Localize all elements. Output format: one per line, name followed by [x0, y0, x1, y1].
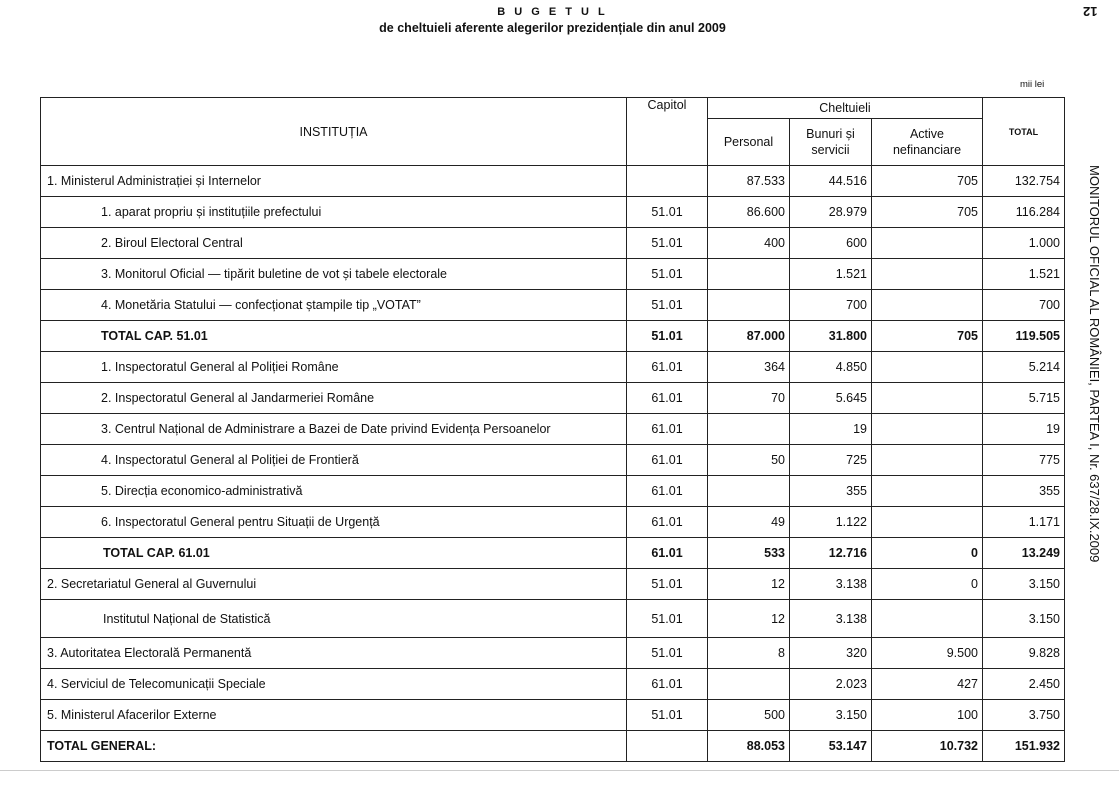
row-total: 1.000: [983, 228, 1065, 259]
row-institution: 4. Inspectoratul General al Poliției de Frontieră: [41, 445, 627, 476]
row-total: 1.521: [983, 259, 1065, 290]
row-personnel: 364: [708, 352, 790, 383]
header-goods-services: Bunuri și servicii: [790, 119, 872, 166]
row-assets: [872, 352, 983, 383]
row-goods: 53.147: [790, 731, 872, 762]
row-goods: 5.645: [790, 383, 872, 414]
row-assets: 705: [872, 321, 983, 352]
row-total: 5.715: [983, 383, 1065, 414]
row-chapter: 61.01: [627, 414, 708, 445]
row-total: 355: [983, 476, 1065, 507]
row-institution: TOTAL CAP. 61.01: [41, 538, 627, 569]
row-personnel: [708, 669, 790, 700]
row-assets: 705: [872, 166, 983, 197]
row-goods: 600: [790, 228, 872, 259]
row-assets: [872, 600, 983, 638]
row-chapter: 51.01: [627, 197, 708, 228]
table-row: [41, 259, 1065, 290]
table-row: [41, 383, 1065, 414]
row-institution: 4. Monetăria Statului — confecționat ștampile tip „VOTAT”: [41, 290, 627, 321]
table-row: [41, 638, 1065, 669]
row-assets: [872, 383, 983, 414]
row-assets: 705: [872, 197, 983, 228]
row-institution: TOTAL GENERAL:: [41, 731, 627, 762]
row-institution: 5. Direcția economico-administrativă: [41, 476, 627, 507]
row-chapter: 61.01: [627, 669, 708, 700]
row-personnel: [708, 476, 790, 507]
row-goods: 12.716: [790, 538, 872, 569]
row-institution: 5. Ministerul Afacerilor Externe: [41, 700, 627, 731]
budget-table: [40, 97, 1065, 762]
header-total: TOTAL: [983, 98, 1065, 166]
table-row: [41, 569, 1065, 600]
grand-total-row: [41, 731, 1065, 762]
row-assets: 100: [872, 700, 983, 731]
row-chapter: 51.01: [627, 228, 708, 259]
row-chapter: 51.01: [627, 700, 708, 731]
header-personnel: Personal: [708, 119, 790, 166]
row-total: 9.828: [983, 638, 1065, 669]
header-institution: INSTITUȚIA: [41, 98, 627, 166]
row-assets: 0: [872, 538, 983, 569]
subtotal-row: [41, 538, 1065, 569]
row-chapter: 51.01: [627, 569, 708, 600]
row-total: 1.171: [983, 507, 1065, 538]
row-institution: Institutul Național de Statistică: [41, 600, 627, 638]
row-personnel: 87.000: [708, 321, 790, 352]
row-assets: [872, 228, 983, 259]
row-chapter: 61.01: [627, 352, 708, 383]
table-row: [41, 290, 1065, 321]
header-chapter: Capitol: [627, 98, 708, 166]
row-total: 700: [983, 290, 1065, 321]
row-goods: 1.521: [790, 259, 872, 290]
table-row: [41, 414, 1065, 445]
row-goods: 2.023: [790, 669, 872, 700]
row-chapter: 61.01: [627, 507, 708, 538]
row-personnel: 87.533: [708, 166, 790, 197]
row-total: 132.754: [983, 166, 1065, 197]
row-assets: 427: [872, 669, 983, 700]
table-row: [41, 197, 1065, 228]
row-institution: 3. Monitorul Oficial — tipărit buletine de vot și tabele electorale: [41, 259, 627, 290]
row-personnel: 12: [708, 600, 790, 638]
row-total: 5.214: [983, 352, 1065, 383]
row-chapter: [627, 731, 708, 762]
row-chapter: 51.01: [627, 638, 708, 669]
row-assets: [872, 259, 983, 290]
row-chapter: 51.01: [627, 290, 708, 321]
page-number: 12: [1083, 4, 1098, 19]
row-personnel: 533: [708, 538, 790, 569]
row-institution: 2. Secretariatul General al Guvernului: [41, 569, 627, 600]
row-goods: 1.122: [790, 507, 872, 538]
row-total: 19: [983, 414, 1065, 445]
row-assets: 0: [872, 569, 983, 600]
header-nonfinancial-assets: Active nefinanciare: [872, 119, 983, 166]
row-institution: TOTAL CAP. 51.01: [41, 321, 627, 352]
table-row: [41, 166, 1065, 197]
row-institution: 1. Ministerul Administrației și Internelor: [41, 166, 627, 197]
row-personnel: 86.600: [708, 197, 790, 228]
row-goods: 700: [790, 290, 872, 321]
header-expenses: Cheltuieli: [708, 98, 983, 119]
row-total: 3.750: [983, 700, 1065, 731]
row-institution: 2. Biroul Electoral Central: [41, 228, 627, 259]
row-institution: 4. Serviciul de Telecomunicații Speciale: [41, 669, 627, 700]
row-chapter: [627, 166, 708, 197]
table-row: [41, 507, 1065, 538]
row-institution: 3. Autoritatea Electorală Permanentă: [41, 638, 627, 669]
table-row: [41, 228, 1065, 259]
table-row: [41, 445, 1065, 476]
row-goods: 320: [790, 638, 872, 669]
row-chapter: 51.01: [627, 321, 708, 352]
row-institution: 1. aparat propriu și instituțiile prefectului: [41, 197, 627, 228]
row-personnel: [708, 414, 790, 445]
document-subtitle: de cheltuieli aferente alegerilor prezidențiale din anul 2009: [379, 21, 726, 35]
row-goods: 3.138: [790, 600, 872, 638]
table-row: [41, 600, 1065, 638]
row-total: 13.249: [983, 538, 1065, 569]
row-goods: 725: [790, 445, 872, 476]
row-assets: 9.500: [872, 638, 983, 669]
row-assets: [872, 290, 983, 321]
row-goods: 44.516: [790, 166, 872, 197]
row-chapter: 61.01: [627, 538, 708, 569]
row-personnel: 49: [708, 507, 790, 538]
subtotal-row: [41, 321, 1065, 352]
row-personnel: 50: [708, 445, 790, 476]
row-total: 116.284: [983, 197, 1065, 228]
row-total: 119.505: [983, 321, 1065, 352]
row-institution: 6. Inspectoratul General pentru Situații de Urgență: [41, 507, 627, 538]
row-total: 3.150: [983, 600, 1065, 638]
row-chapter: 51.01: [627, 259, 708, 290]
row-personnel: [708, 259, 790, 290]
row-institution: 3. Centrul Național de Administrare a Bazei de Date privind Evidența Persoanelor: [41, 414, 627, 445]
row-total: 2.450: [983, 669, 1065, 700]
row-personnel: 88.053: [708, 731, 790, 762]
row-personnel: [708, 290, 790, 321]
row-goods: 4.850: [790, 352, 872, 383]
row-personnel: 12: [708, 569, 790, 600]
row-assets: 10.732: [872, 731, 983, 762]
row-personnel: 400: [708, 228, 790, 259]
table-row: [41, 700, 1065, 731]
row-personnel: 8: [708, 638, 790, 669]
table-row: [41, 476, 1065, 507]
row-assets: [872, 507, 983, 538]
unit-label: mii lei: [1020, 79, 1045, 90]
side-text: MONITORUL OFICIAL AL ROMÂNIEI, PARTEA I, Nr. 637/28.IX.2009: [1087, 165, 1102, 563]
row-total: 3.150: [983, 569, 1065, 600]
row-goods: 3.138: [790, 569, 872, 600]
row-chapter: 61.01: [627, 383, 708, 414]
row-institution: 1. Inspectoratul General al Poliției Române: [41, 352, 627, 383]
row-goods: 31.800: [790, 321, 872, 352]
row-goods: 28.979: [790, 197, 872, 228]
row-chapter: 61.01: [627, 476, 708, 507]
row-chapter: 51.01: [627, 600, 708, 638]
document-title: B U G E T U L: [497, 6, 608, 18]
row-total: 151.932: [983, 731, 1065, 762]
row-assets: [872, 445, 983, 476]
row-assets: [872, 476, 983, 507]
row-institution: 2. Inspectoratul General al Jandarmeriei Române: [41, 383, 627, 414]
row-goods: 19: [790, 414, 872, 445]
row-total: 775: [983, 445, 1065, 476]
row-assets: [872, 414, 983, 445]
row-goods: 3.150: [790, 700, 872, 731]
row-chapter: 61.01: [627, 445, 708, 476]
publication-side-text: [1088, 165, 1102, 585]
table-row: [41, 669, 1065, 700]
row-personnel: 500: [708, 700, 790, 731]
scan-artifact-line: [0, 770, 1119, 771]
table-row: [41, 352, 1065, 383]
row-goods: 355: [790, 476, 872, 507]
row-personnel: 70: [708, 383, 790, 414]
